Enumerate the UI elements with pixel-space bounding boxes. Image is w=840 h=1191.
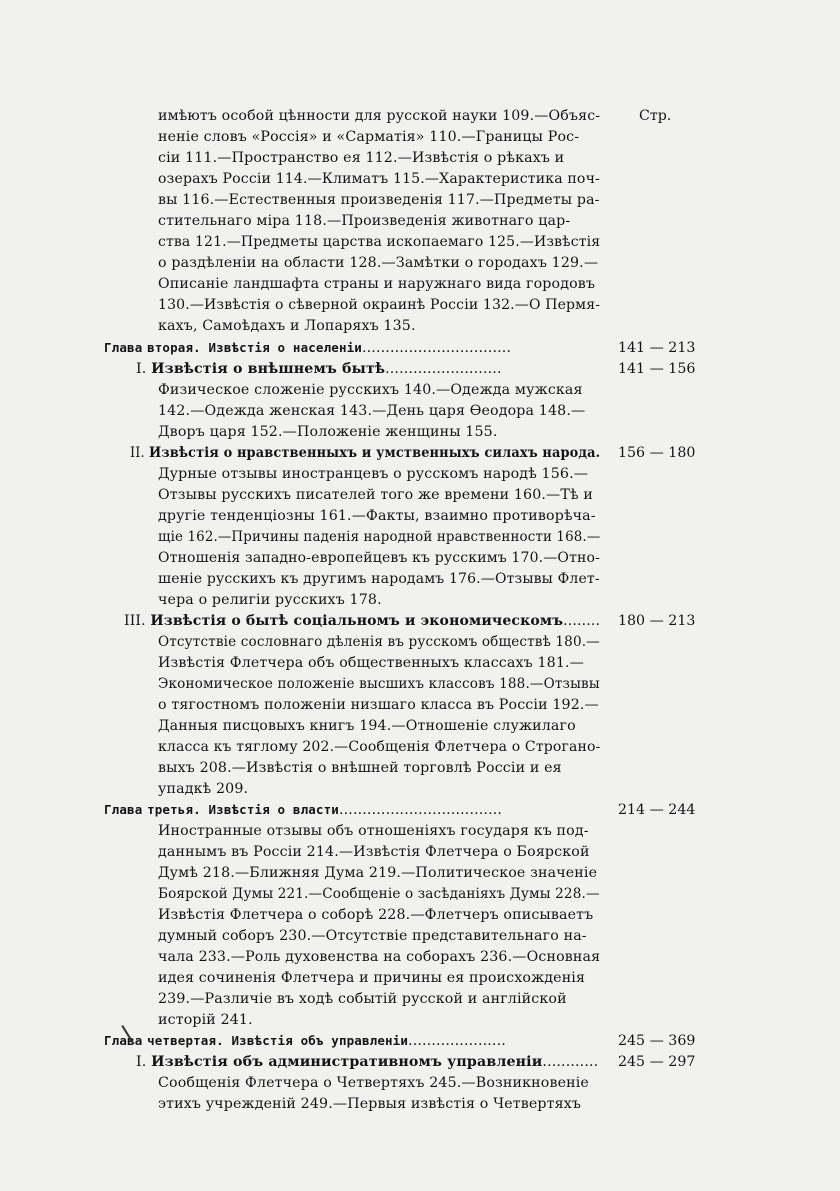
section-number: II.: [130, 445, 145, 461]
text-line: о тягостномъ положеніи низшаго класса въ Россіи 192.—: [158, 697, 599, 713]
text-line: даннымъ въ Россіи 214.—Извѣстія Флетчера о Боярской: [158, 844, 590, 860]
leaders: ............: [542, 1054, 599, 1070]
text-line: Дурные отзывы иностранцевъ о русскомъ народѣ 156.—: [158, 466, 589, 482]
text-line: ства 121.—Предметы царства ископаемаго 125.—Извѣстія: [158, 234, 601, 250]
text-line: 239.—Различіе въ ходѣ событій русской и англійской: [158, 991, 567, 1007]
chapter-title: третья. Извѣстія о власти: [147, 802, 339, 817]
text-line: упадкѣ 209.: [158, 781, 249, 797]
section-pages: 156 — 180: [618, 445, 696, 461]
leaders: .....................: [408, 1033, 506, 1049]
text-line: Боярской Думы 221.—Сообщеніе о засѣданіяхъ Думы 228.—: [158, 886, 600, 902]
section-heading: [136, 1052, 598, 1072]
section-number: I.: [136, 361, 147, 377]
section-title: Извѣстія о нравственныхъ и умственныхъ силахъ народа.: [148, 445, 601, 461]
section-number: III.: [124, 613, 146, 629]
chapter-2-heading: [104, 338, 511, 358]
text-line: стительнаго міра 118.—Произведенія животнаго цар-: [158, 213, 571, 229]
text-line: 142.—Одежда женская 143.—День царя Ѳеодора 148.—: [158, 403, 586, 419]
text-line: Думѣ 218.—Ближняя Дума 219.—Политическое значеніе: [158, 865, 598, 881]
text-line: имѣютъ особой цѣнности для русской науки 109.—Объяс-: [158, 108, 601, 124]
leaders: ................................: [361, 340, 512, 356]
text-line: кахъ, Самоѣдахъ и Лопаряхъ 135.: [158, 318, 416, 334]
text-line: сіи 111.—Пространство ея 112.—Извѣстія о рѣкахъ и: [158, 150, 565, 166]
leaders: ........: [563, 613, 601, 629]
section-title: Извѣстія объ административномъ управленіи: [151, 1054, 543, 1070]
chapter-4-pages: 245 — 369: [618, 1033, 696, 1049]
text-line: Отсутствіе сословнаго дѣленія въ русскомъ обществѣ 180.—: [158, 634, 600, 650]
text-line: о раздѣленіи на области 128.—Замѣтки о городахъ 129.—: [158, 255, 599, 271]
chapter-prefix: Глава: [104, 1033, 143, 1048]
text-line: шеніе русскихъ къ другимъ народамъ 176.—Отзывы Флет-: [158, 571, 600, 587]
leaders: ...................................: [338, 802, 503, 818]
section-pages: 141 — 156: [618, 361, 696, 377]
text-line: Описаніе ландшафта страны и наружнаго вида городовъ: [158, 276, 596, 292]
text-line: думный соборъ 230.—Отсутствіе представительнаго на-: [158, 928, 587, 944]
section-number: I.: [136, 1054, 147, 1070]
text-line: Отношенія западно-европейцевъ къ русскимъ 170.—Отно-: [158, 550, 600, 566]
section-heading: [136, 359, 502, 379]
text-line: другіе тенденціозны 161.—Факты, взаимно противорѣча-: [158, 508, 596, 524]
chapter-3-heading: [104, 800, 502, 820]
text-line: этихъ учрежденій 249.—Первыя извѣстія о Четвертяхъ: [158, 1096, 582, 1112]
chapter-prefix: Глава: [104, 802, 143, 817]
text-line: Иностранные отзывы объ отношеніяхъ государя къ под-: [158, 823, 589, 839]
text-line: щіе 162.—Причины паденія народной нравственности 168.—: [158, 529, 601, 545]
chapter-prefix: Глава: [104, 340, 143, 355]
text-line: класса къ тяглому 202.—Сообщенія Флетчера о Строгано-: [158, 739, 601, 755]
chapter-title: вторая. Извѣстія о населеніи: [147, 340, 362, 355]
text-line: чала 233.—Роль духовенства на соборахъ 236.—Основная: [158, 949, 601, 965]
text-line: чера о религіи русскихъ 178.: [158, 592, 382, 608]
text-line: Сообщенія Флетчера о Четвертяхъ 245.—Возникновеніе: [158, 1075, 589, 1091]
section-title: Извѣстія о внѣшнемъ бытѣ: [151, 361, 386, 377]
text-line: Экономическое положеніе высшихъ классовъ 188.—Отзывы: [158, 676, 600, 692]
section-title: Извѣстія о бытѣ соціальномъ и экономическомъ: [150, 613, 564, 629]
page-label: Стр.: [639, 108, 672, 124]
leaders: .........................: [385, 361, 502, 377]
section-heading: [124, 611, 600, 631]
chapter-3-pages: 214 — 244: [618, 802, 696, 818]
text-line: выхъ 208.—Извѣстія о внѣшней торговлѣ Россіи и ея: [158, 760, 562, 776]
section-pages: 180 — 213: [618, 613, 696, 629]
text-line: Физическое сложеніе русскихъ 140.—Одежда мужская: [158, 382, 583, 398]
section-pages: 245 — 297: [618, 1054, 696, 1070]
text-line: идея сочиненія Флетчера и причины ея происхожденія: [158, 970, 586, 986]
text-line: вы 116.—Естественныя произведенія 117.—Предметы ра-: [158, 192, 600, 208]
text-line: Извѣстія Флетчера о соборѣ 228.—Флетчеръ описываетъ: [158, 907, 594, 923]
text-line: Дворъ царя 152.—Положеніе женщины 155.: [158, 424, 498, 440]
chapter-2-pages: 141 — 213: [618, 340, 696, 356]
chapter-title: четвертая. Извѣстія объ управленіи: [147, 1033, 409, 1048]
text-line: Данныя писцовыхъ книгъ 194.—Отношеніе служилаго: [158, 718, 576, 734]
section-heading: [130, 443, 600, 463]
text-line: озерахъ Россіи 114.—Климатъ 115.—Характеристика поч-: [158, 171, 600, 187]
text-line: Отзывы русскихъ писателей того же времени 160.—Тѣ и: [158, 487, 593, 503]
text-line: 130.—Извѣстія о сѣверной окраинѣ Россіи 132.—О Пермя-: [158, 297, 601, 313]
text-line: неніе словъ «Россія» и «Сарматія» 110.—Границы Рос-: [158, 129, 580, 145]
text-line: Извѣстія Флетчера объ общественныхъ классахъ 181.—: [158, 655, 585, 671]
chapter-4-heading: [104, 1031, 506, 1051]
text-line: исторій 241.: [158, 1012, 253, 1028]
